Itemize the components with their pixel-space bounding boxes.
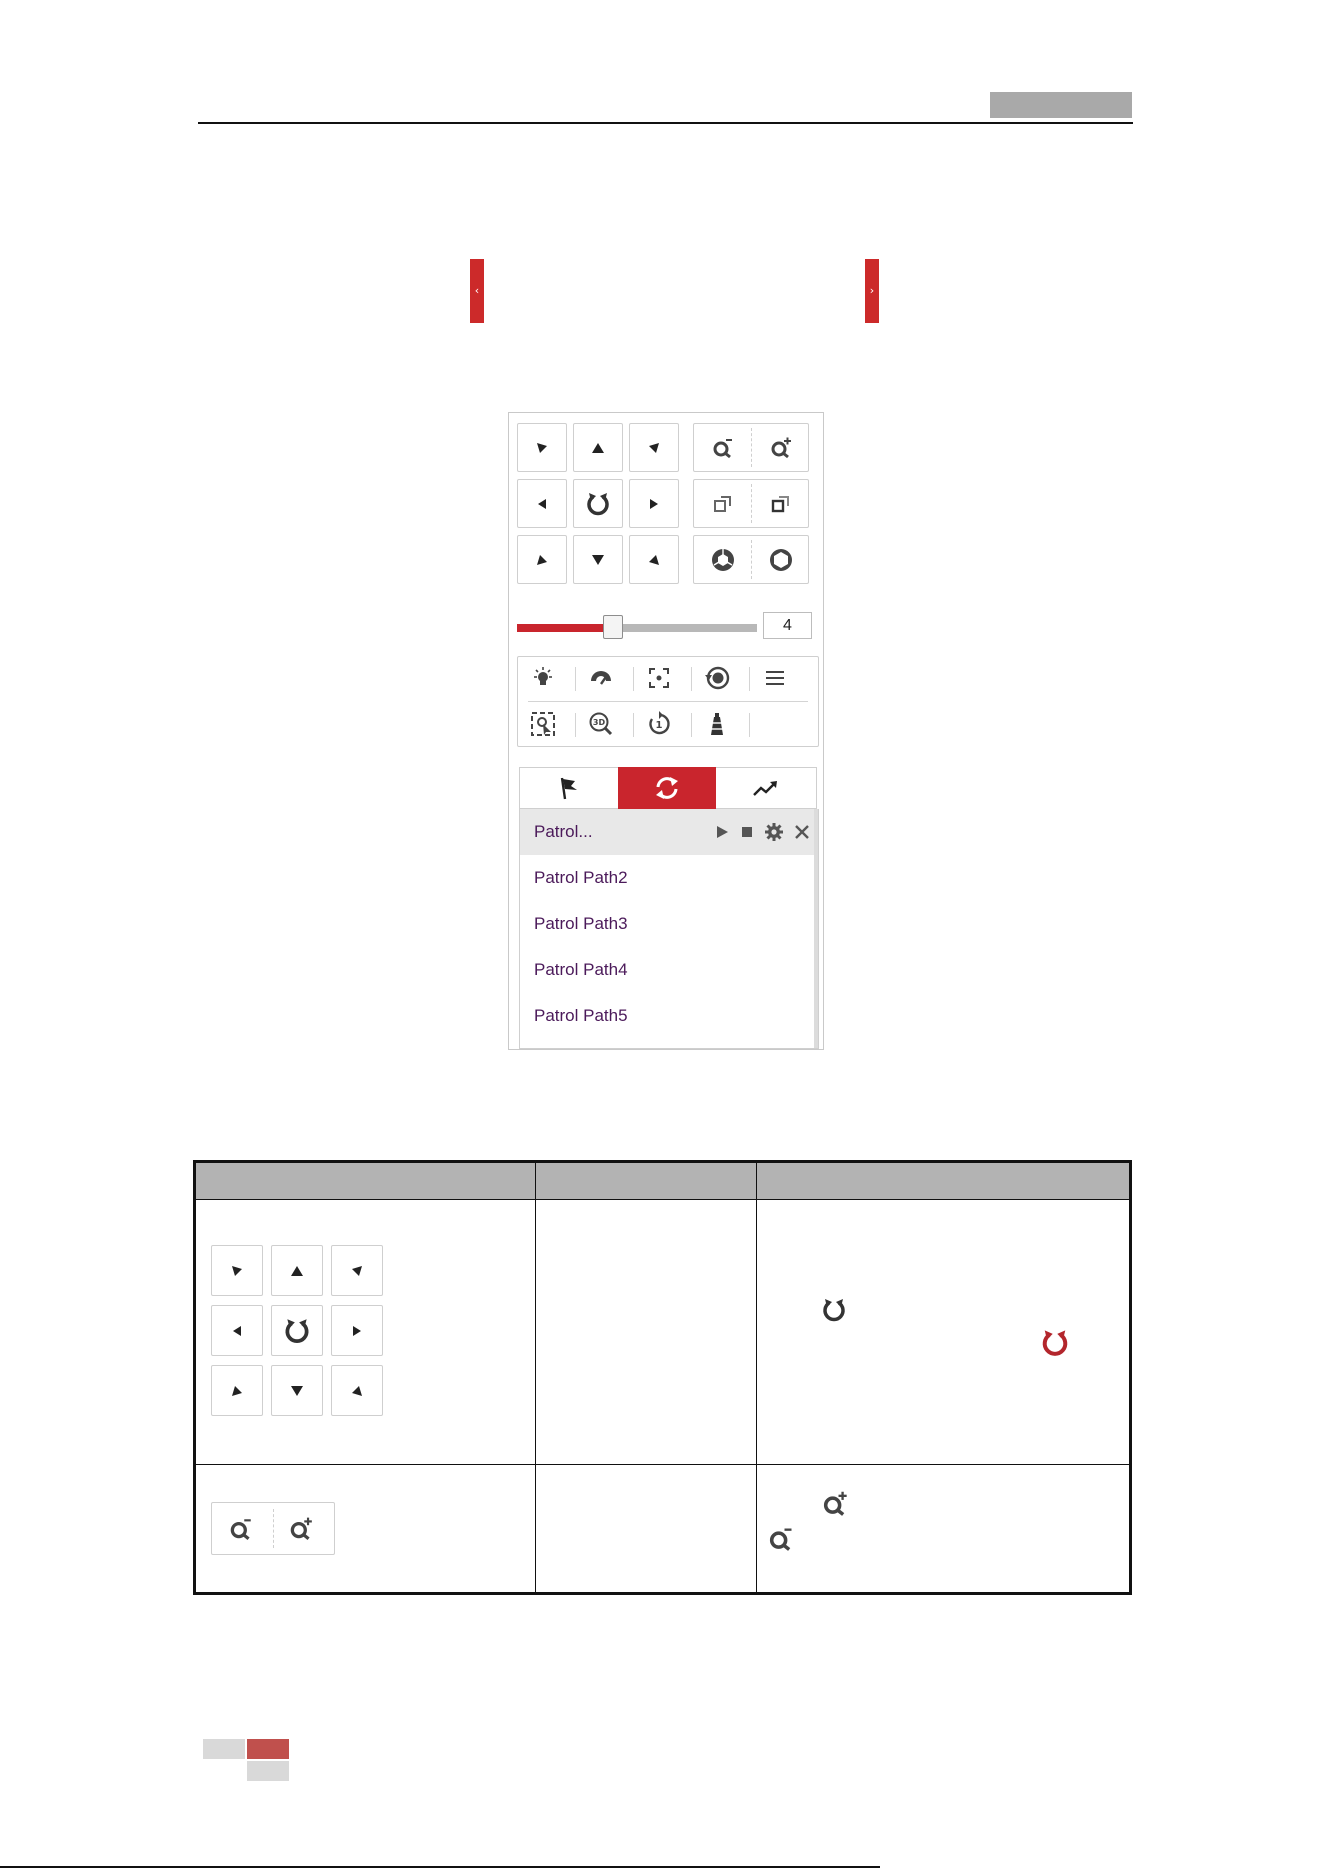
arrow-up-left-icon — [534, 440, 550, 456]
arrow-down-right-icon — [349, 1383, 365, 1399]
zoom-in-icon — [769, 436, 793, 460]
pan-up-left-button[interactable] — [517, 423, 567, 472]
pattern-tab[interactable] — [716, 767, 816, 809]
light-icon — [531, 666, 555, 690]
zoom-in-icon — [288, 1516, 314, 1542]
zoom-out-icon — [228, 1516, 254, 1542]
table-down-left-button — [211, 1365, 263, 1416]
focus-far-button[interactable] — [752, 480, 809, 527]
wiper-icon — [588, 666, 614, 690]
one-touch-focus-icon — [647, 666, 671, 690]
auto-pan-button[interactable] — [573, 479, 623, 528]
speed-value: 4 — [763, 612, 812, 639]
light-button[interactable] — [528, 663, 558, 693]
gear-icon[interactable] — [764, 822, 784, 842]
arrow-up-right-icon — [646, 440, 662, 456]
tilt-up-button[interactable] — [573, 423, 623, 472]
header-rule — [198, 122, 1133, 124]
tilt-down-button[interactable] — [573, 535, 623, 584]
zoom-control — [693, 423, 809, 472]
arrow-right-icon — [646, 496, 662, 512]
menu-button[interactable] — [760, 663, 790, 693]
close-icon[interactable] — [794, 824, 810, 840]
refresh-icon — [653, 774, 681, 802]
arrow-down-icon — [590, 552, 606, 568]
table-zoom-control — [211, 1502, 335, 1555]
arrow-left-icon — [229, 1323, 245, 1339]
focus-near-icon — [712, 493, 734, 515]
table-auto-pan-button — [271, 1305, 323, 1356]
patrol-list-item[interactable] — [520, 947, 816, 993]
arrow-up-icon — [289, 1263, 305, 1279]
wiper-button[interactable] — [586, 663, 616, 693]
ptz-tabs — [519, 767, 817, 809]
arrow-right-icon — [349, 1323, 365, 1339]
table-up-right-button — [331, 1245, 383, 1296]
play-icon[interactable] — [714, 824, 730, 840]
focus-far-icon — [770, 493, 792, 515]
table-left-button — [211, 1305, 263, 1356]
zoom-in-icon — [821, 1490, 849, 1518]
iris-close-button[interactable] — [752, 536, 809, 583]
flag-icon — [556, 775, 582, 801]
manual-tracking-button[interactable] — [528, 709, 558, 739]
speed-slider-thumb[interactable] — [603, 615, 623, 639]
svg-text:3D: 3D — [592, 718, 606, 727]
patrol-tab[interactable] — [618, 767, 716, 809]
patrol-list-item[interactable] — [520, 855, 816, 901]
description-table — [193, 1160, 1132, 1595]
zoom-out-icon — [767, 1525, 795, 1553]
iris-open-button[interactable] — [694, 536, 751, 583]
pan-up-right-button[interactable] — [629, 423, 679, 472]
patrol-item-label: Patrol Path3 — [534, 914, 628, 933]
speed-slider-fill — [517, 624, 613, 632]
table-up-button — [271, 1245, 323, 1296]
auto-pan-icon — [820, 1296, 848, 1324]
pan-left-button[interactable] — [517, 479, 567, 528]
patrol-list — [519, 809, 819, 1049]
auto-pan-icon — [282, 1316, 312, 1346]
patrol-list-item[interactable] — [520, 901, 816, 947]
ptz-control-panel — [508, 412, 824, 1050]
collapse-left-tab[interactable]: ‹ — [470, 259, 484, 323]
patrol-list-item[interactable] — [520, 809, 816, 855]
pan-down-right-button[interactable] — [629, 535, 679, 584]
svg-text:1: 1 — [655, 720, 663, 731]
zoom-in-button[interactable] — [752, 424, 809, 471]
patrol-item-label: Patrol Path4 — [534, 960, 628, 979]
one-touch-patrol-button[interactable] — [644, 709, 674, 739]
collapse-right-tab[interactable]: › — [865, 259, 879, 323]
table-up-left-button — [211, 1245, 263, 1296]
zoom-out-button[interactable] — [694, 424, 751, 471]
auto-pan-active-icon — [1039, 1327, 1071, 1359]
speed-slider-track[interactable] — [517, 624, 757, 632]
bottom-rule — [0, 1866, 880, 1868]
arrow-up-icon — [590, 440, 606, 456]
table-right-button — [331, 1305, 383, 1356]
arrow-down-icon — [289, 1383, 305, 1399]
trend-icon — [752, 777, 780, 799]
patrol-item-label: Patrol Path5 — [534, 1006, 628, 1025]
lens-initialize-icon — [704, 665, 730, 691]
patrol-item-label: Patrol Path2 — [534, 868, 628, 887]
zoom-out-icon — [711, 436, 735, 460]
table-down-button — [271, 1365, 323, 1416]
arrow-up-right-icon — [349, 1263, 365, 1279]
preset-tab[interactable] — [520, 767, 618, 809]
iris-close-icon — [768, 547, 794, 573]
function-panel — [517, 656, 819, 747]
menu-icon — [764, 668, 786, 688]
patrol-list-item[interactable] — [520, 993, 816, 1039]
3d-zoom-icon — [588, 711, 614, 737]
focus-control — [693, 479, 809, 528]
table-header — [196, 1163, 1129, 1200]
park-icon — [706, 711, 728, 737]
arrow-left-icon — [534, 496, 550, 512]
focus-near-button[interactable] — [694, 480, 751, 527]
arrow-down-right-icon — [646, 552, 662, 568]
manual-tracking-icon — [530, 711, 556, 737]
arrow-down-left-icon — [534, 552, 550, 568]
park-button[interactable] — [702, 709, 732, 739]
3d-zoom-button[interactable] — [586, 709, 616, 739]
pan-right-button[interactable] — [629, 479, 679, 528]
arrow-up-left-icon — [229, 1263, 245, 1279]
table-down-right-button — [331, 1365, 383, 1416]
lens-initialize-button[interactable] — [702, 663, 732, 693]
one-touch-patrol-icon — [646, 711, 672, 737]
arrow-down-left-icon — [229, 1383, 245, 1399]
pan-down-left-button[interactable] — [517, 535, 567, 584]
iris-control — [693, 535, 809, 584]
header-tag — [990, 92, 1132, 118]
iris-open-icon — [710, 547, 736, 573]
list-scrollbar[interactable] — [814, 809, 818, 1049]
auto-pan-icon — [584, 490, 612, 518]
patrol-item-label: Patrol... — [534, 822, 593, 841]
stop-icon[interactable] — [740, 825, 754, 839]
one-touch-focus-button[interactable] — [644, 663, 674, 693]
